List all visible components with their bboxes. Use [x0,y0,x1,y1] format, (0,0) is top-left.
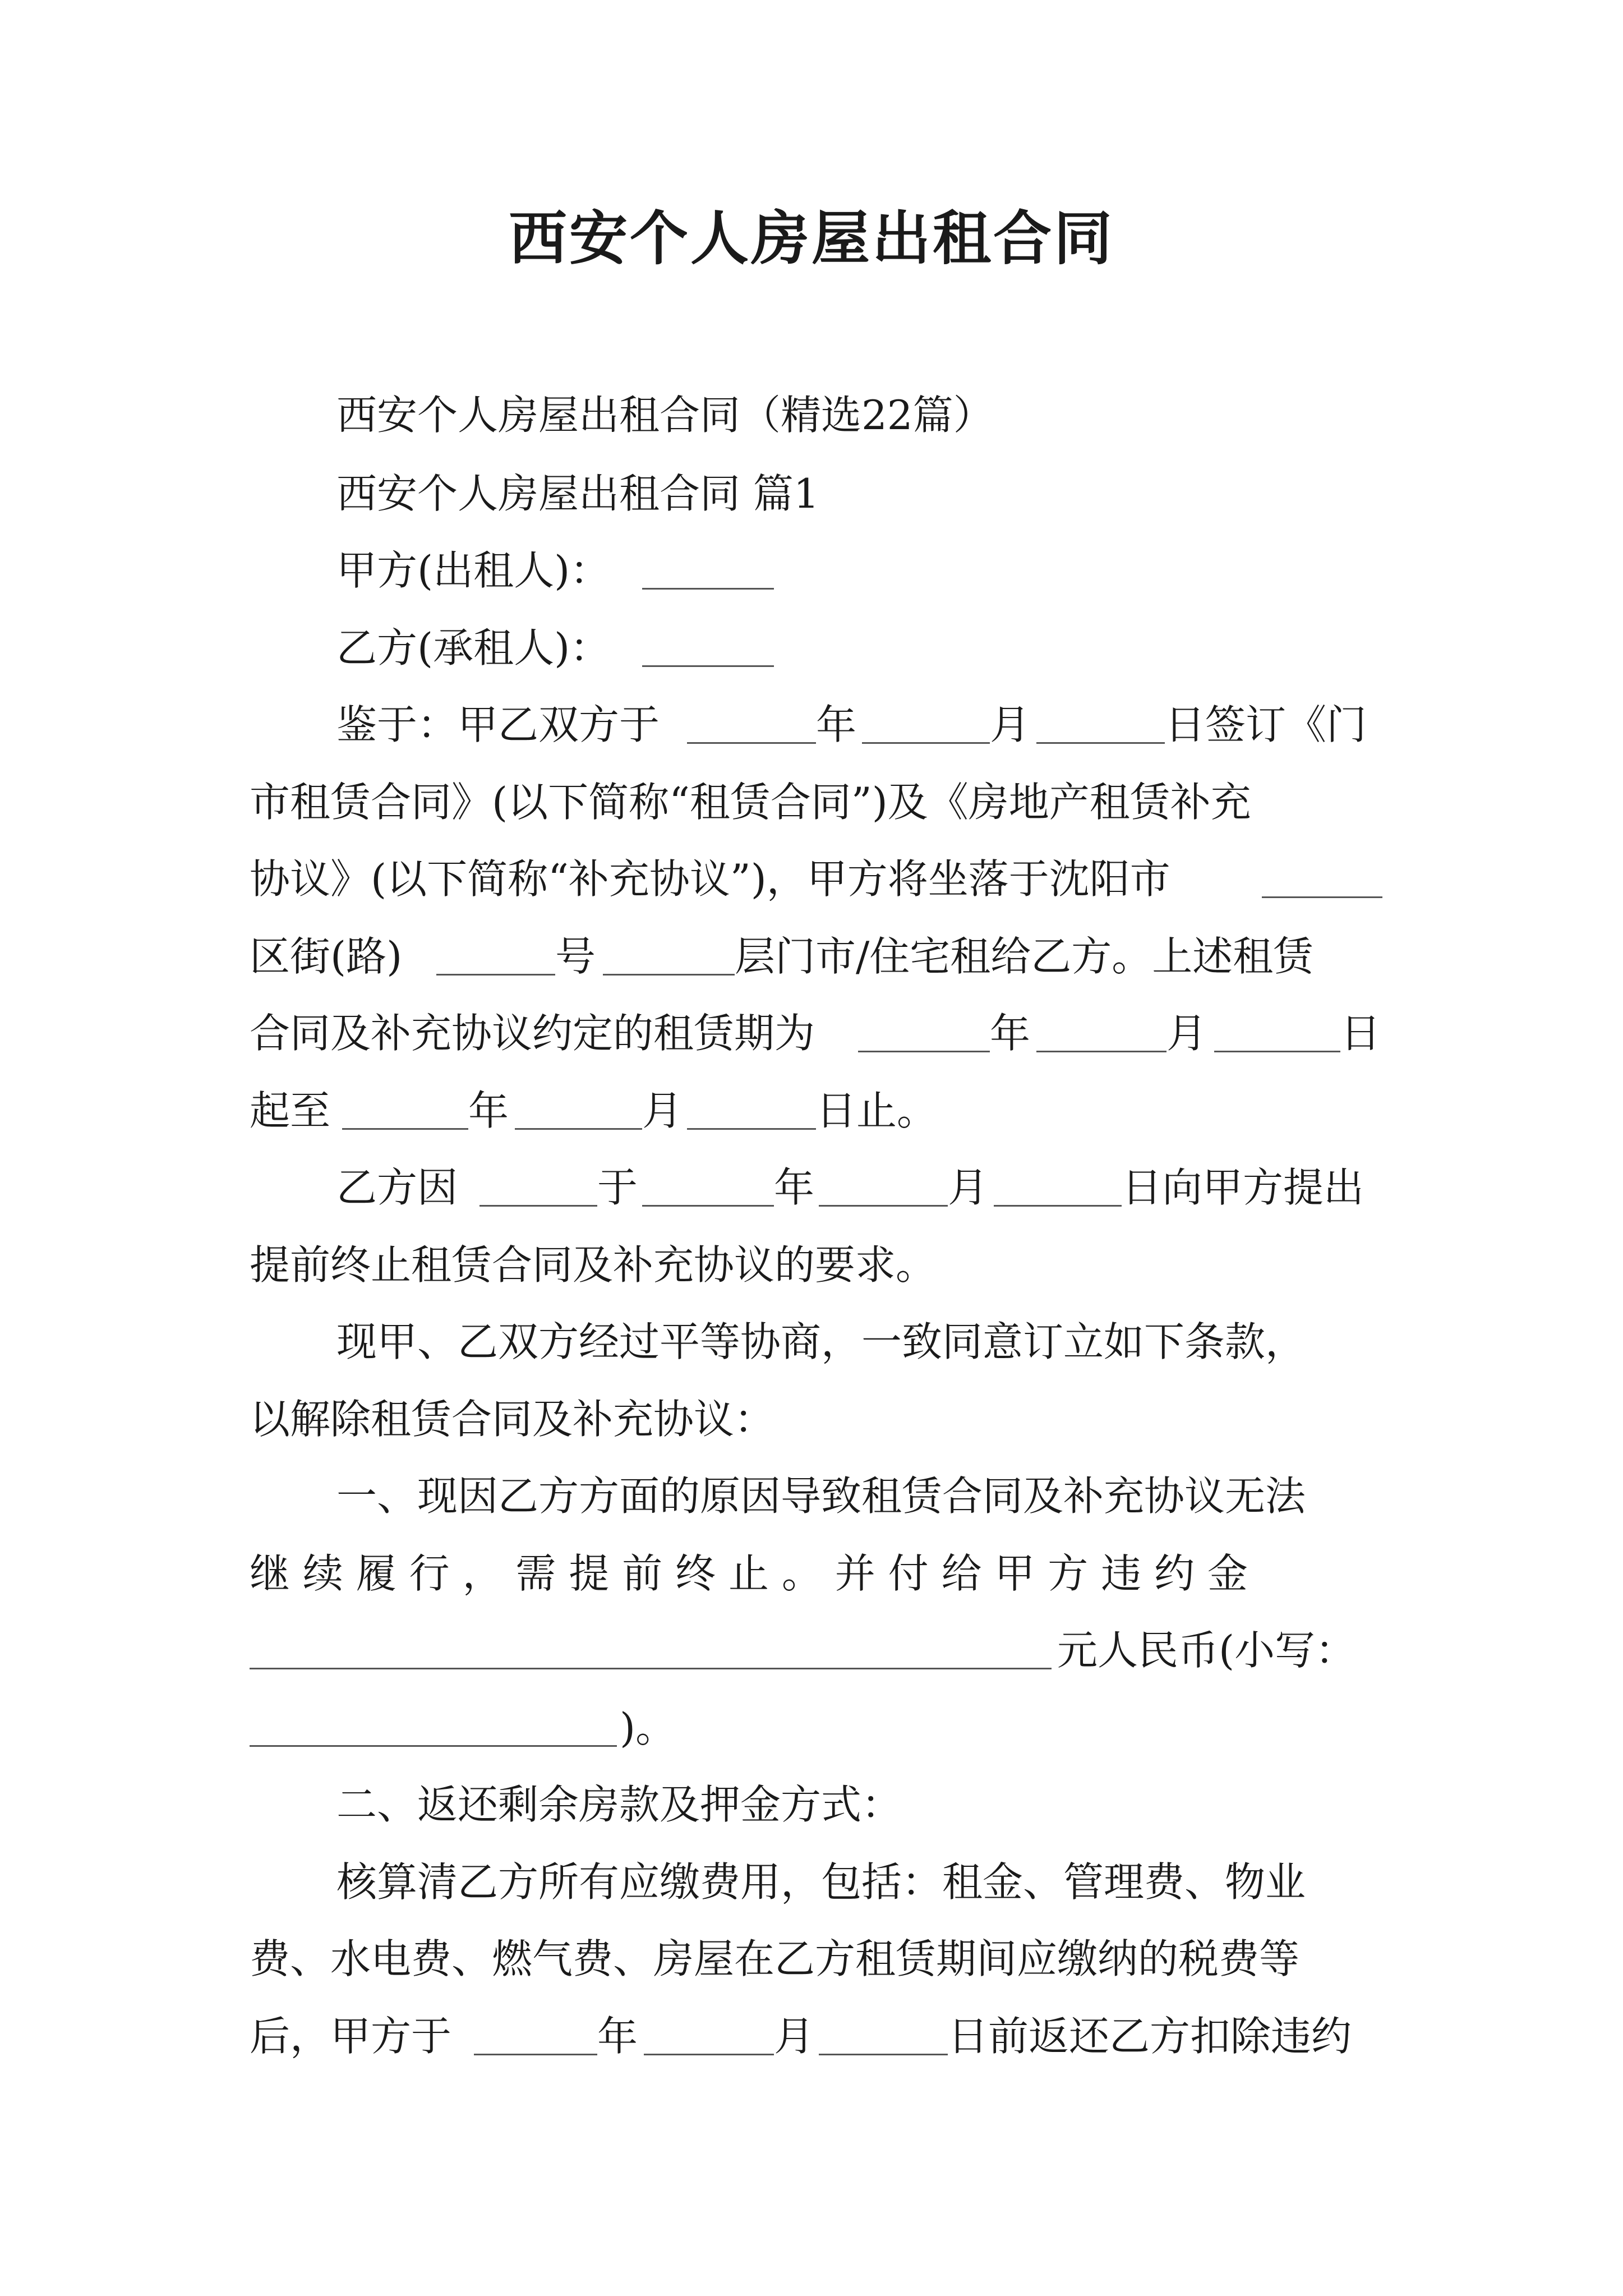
text-line [0,1077,1623,1144]
text-segment: 起至 [250,1087,331,1134]
text-line [0,1308,1623,1375]
blank-fill-line [858,1000,990,1067]
text-line [0,1848,1623,1916]
text-line [0,1925,1623,1993]
text-segment: 年 [816,701,857,748]
text-line [0,845,1623,913]
text-segment: 鉴于：甲乙双方于 [336,701,660,748]
text-segment: 月 [774,2013,815,2060]
text-segment: 乙方因 [336,1164,458,1211]
text-segment: 月 [642,1087,683,1134]
document-title: 西安个人房屋出租合同 [508,204,1114,273]
blank-fill-line [474,2003,597,2070]
text-segment: 月 [1166,1010,1207,1057]
text-segment: 乙方(承租人)： [336,624,611,671]
blank-fill-line [479,1154,597,1221]
text-segment: 后，甲方于 [250,2013,452,2060]
blank-fill-line [250,1617,1052,1684]
text-line [0,1154,1623,1221]
text-line [0,2003,1623,2070]
text-segment: 协议》(以下简称“补充协议”)，甲方将坐落于沈阳市 [250,855,1170,903]
blank-fill-line [250,1694,617,1761]
blank-fill-line [515,1077,642,1144]
blank-fill-line [642,537,774,604]
blank-fill-line [819,2003,948,2070]
blank-fill-line [687,1077,816,1144]
text-segment: 元人民币(小写： [1057,1627,1356,1674]
blank-fill-line [862,691,990,758]
blank-fill-line [603,923,735,990]
text-segment: 合同及补充协议约定的租赁期为 [250,1010,815,1057]
text-line [0,614,1623,682]
text-segment: 号 [555,933,596,980]
text-line [0,1694,1623,1761]
text-segment: 提前终止租赁合同及补充协议的要求。 [250,1241,937,1289]
blank-fill-line [1036,691,1165,758]
text-line [0,691,1623,758]
blank-fill-line [642,1154,774,1221]
text-segment: 核算清乙方所有应缴费用，包括：租金、管理费、物业 [336,1858,1306,1906]
blank-fill-line [644,2003,774,2070]
text-line [0,1231,1623,1299]
text-segment: 甲方(出租人)： [336,547,611,594]
text-segment: 日止。 [816,1087,938,1134]
text-line [0,1462,1623,1530]
text-line [0,460,1623,527]
text-segment: 日签订《门 [1165,701,1367,748]
text-line [0,1771,1623,1838]
text-segment: 日向甲方提出 [1122,1164,1364,1211]
blank-fill-line [687,691,816,758]
text-segment: 日前返还乙方扣除违约 [948,2013,1352,2060]
text-line [0,381,1623,449]
blank-fill-line [342,1077,468,1144]
text-segment: 年 [468,1087,509,1134]
text-line [0,1000,1623,1067]
text-segment: 二、返还剩余房款及押金方式： [336,1781,902,1828]
text-segment: 月 [990,701,1031,748]
text-segment: 费、水电费、燃气费、房屋在乙方租赁期间应缴纳的税费等 [250,1935,1300,1982]
blank-fill-line [819,1154,948,1221]
text-line [0,1386,1623,1453]
text-segment: 年 [774,1164,815,1211]
blank-fill-line [1214,1000,1340,1067]
text-line [0,769,1623,836]
text-segment: 月 [948,1164,989,1211]
text-segment: 一、现因乙方方面的原因导致租赁合同及补充协议无法 [336,1473,1306,1520]
text-segment: 区街(路) [250,933,403,980]
text-segment: 西安个人房屋出租合同（精选22篇） [336,392,994,439]
text-line [0,537,1623,604]
text-segment: 年 [597,2013,638,2060]
text-segment: 市租赁合同》(以下简称“租赁合同”)及《房地产租赁补充 [250,779,1251,826]
text-segment: 于 [597,1164,638,1211]
blank-fill-line [1262,845,1382,913]
text-segment: 继 续 履 行 ， 需 提 前 终 止 。 并 付 给 甲 方 违 约 金 [250,1550,1248,1597]
text-line [0,1617,1623,1684]
text-segment: 年 [990,1010,1031,1057]
text-segment: )。 [620,1704,676,1751]
blank-fill-line [1036,1000,1166,1067]
text-segment: 日 [1340,1010,1381,1057]
text-segment: 西安个人房屋出租合同 篇1 [336,470,819,517]
text-segment: 以解除租赁合同及补充协议： [250,1396,775,1443]
text-segment: 现甲、乙双方经过平等协商，一致同意订立如下条款， [336,1318,1306,1365]
blank-fill-line [994,1154,1122,1221]
blank-fill-line [642,614,774,682]
text-segment: 层门市/住宅租给乙方。上述租赁 [735,933,1314,980]
blank-fill-line [436,923,555,990]
text-line [0,1540,1623,1607]
text-line [0,923,1623,990]
